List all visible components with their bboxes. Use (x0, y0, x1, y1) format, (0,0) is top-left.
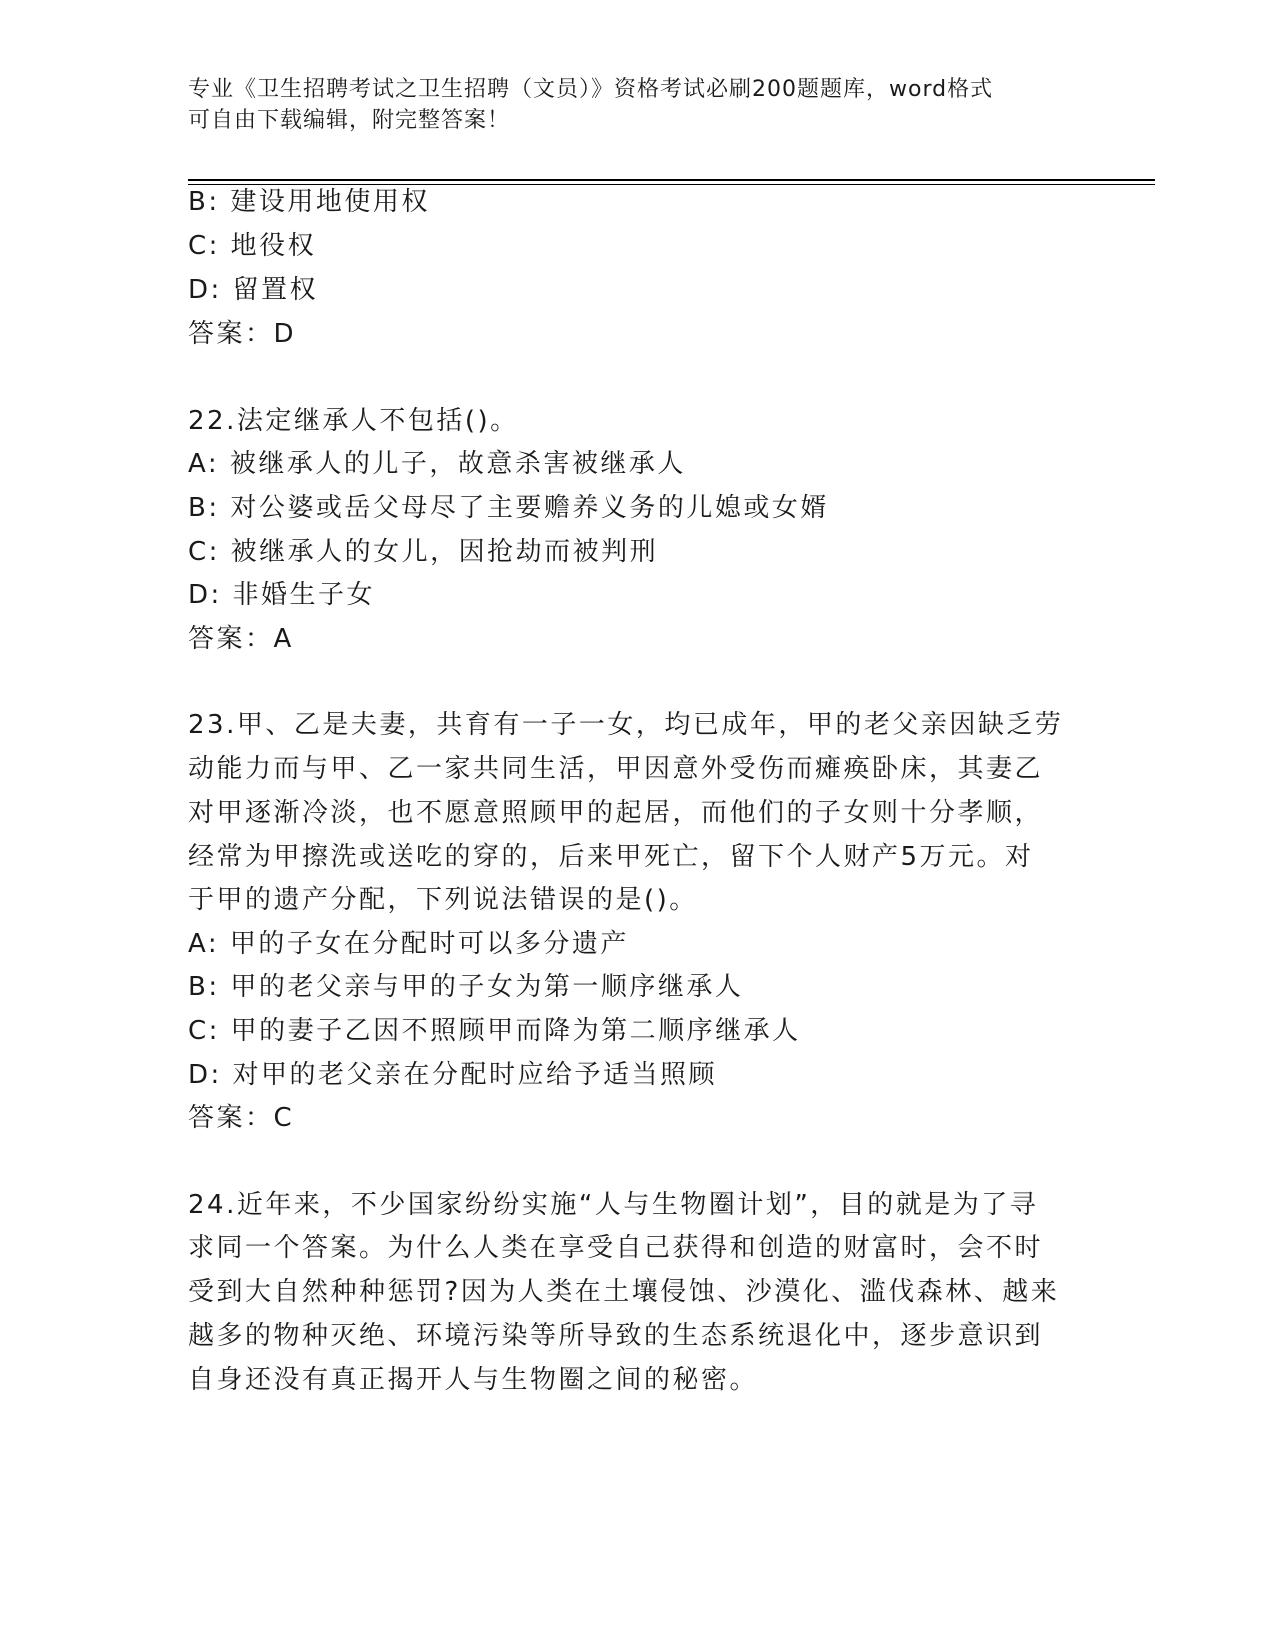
q21-option-b: B: 建设用地使用权 (188, 187, 430, 217)
q24-stem-line: 自身还没有真正揭开人与生物圈之间的秘密。 (188, 1365, 759, 1395)
q22-answer: 答案：A (188, 624, 294, 654)
q22-option-c: C: 被继承人的女儿，因抢劫而被判刑 (188, 537, 659, 567)
header-line-1: 专业《卫生招聘考试之卫生招聘（文员）》资格考试必刷200题题库，word格式 (188, 77, 994, 102)
header-divider-thick (188, 179, 1155, 181)
q23-answer: 答案：C (188, 1103, 295, 1133)
q23-stem-line: 23.甲、乙是夫妻，共育有一子一女，均已成年，甲的老父亲因缺乏劳 (188, 710, 1064, 740)
q22-stem: 22.法定继承人不包括()。 (188, 406, 519, 436)
q23-stem-line: 对甲逐渐冷淡，也不愿意照顾甲的起居，而他们的子女则十分孝顺， (188, 798, 1044, 828)
q23-option-c: C: 甲的妻子乙因不照顾甲而降为第二顺序继承人 (188, 1016, 801, 1046)
q21-answer: 答案：D (188, 319, 297, 349)
q23-option-b: B: 甲的老父亲与甲的子女为第一顺序继承人 (188, 972, 744, 1002)
q24-stem-line: 受到大自然种种惩罚?因为人类在土壤侵蚀、沙漠化、滥伐森林、越来 (188, 1277, 1060, 1307)
q24-stem-line: 越多的物种灭绝、环境污染等所导致的生态系统退化中，逐步意识到 (188, 1321, 1044, 1351)
q23-option-a: A: 甲的子女在分配时可以多分遗产 (188, 929, 629, 959)
q23-option-d: D: 对甲的老父亲在分配时应给予适当照顾 (188, 1060, 718, 1090)
q24-stem-line: 求同一个答案。为什么人类在享受自己获得和创造的财富时，会不时 (188, 1233, 1044, 1263)
q23-stem-line: 经常为甲擦洗或送吃的穿的，后来甲死亡，留下个人财产5万元。对 (188, 842, 1034, 872)
q21-option-d: D: 留置权 (188, 275, 319, 305)
header-line-2: 可自由下载编辑，附完整答案！ (188, 108, 511, 133)
q24-stem-line: 24.近年来，不少国家纷纷实施“人与生物圈计划”，目的就是为了寻 (188, 1190, 1039, 1220)
document-header (188, 74, 1068, 136)
q23-stem-line: 于甲的遗产分配，下列说法错误的是()。 (188, 885, 698, 915)
q22-option-d: D: 非婚生子女 (188, 580, 376, 610)
q23-stem-line: 动能力而与甲、乙一家共同生活，甲因意外受伤而瘫痪卧床，其妻乙 (188, 754, 1044, 784)
q21-option-c: C: 地役权 (188, 231, 317, 261)
q22-option-b: B: 对公婆或岳父母尽了主要赡养义务的儿媳或女婿 (188, 493, 829, 523)
q22-option-a: A: 被继承人的儿子，故意杀害被继承人 (188, 449, 686, 479)
